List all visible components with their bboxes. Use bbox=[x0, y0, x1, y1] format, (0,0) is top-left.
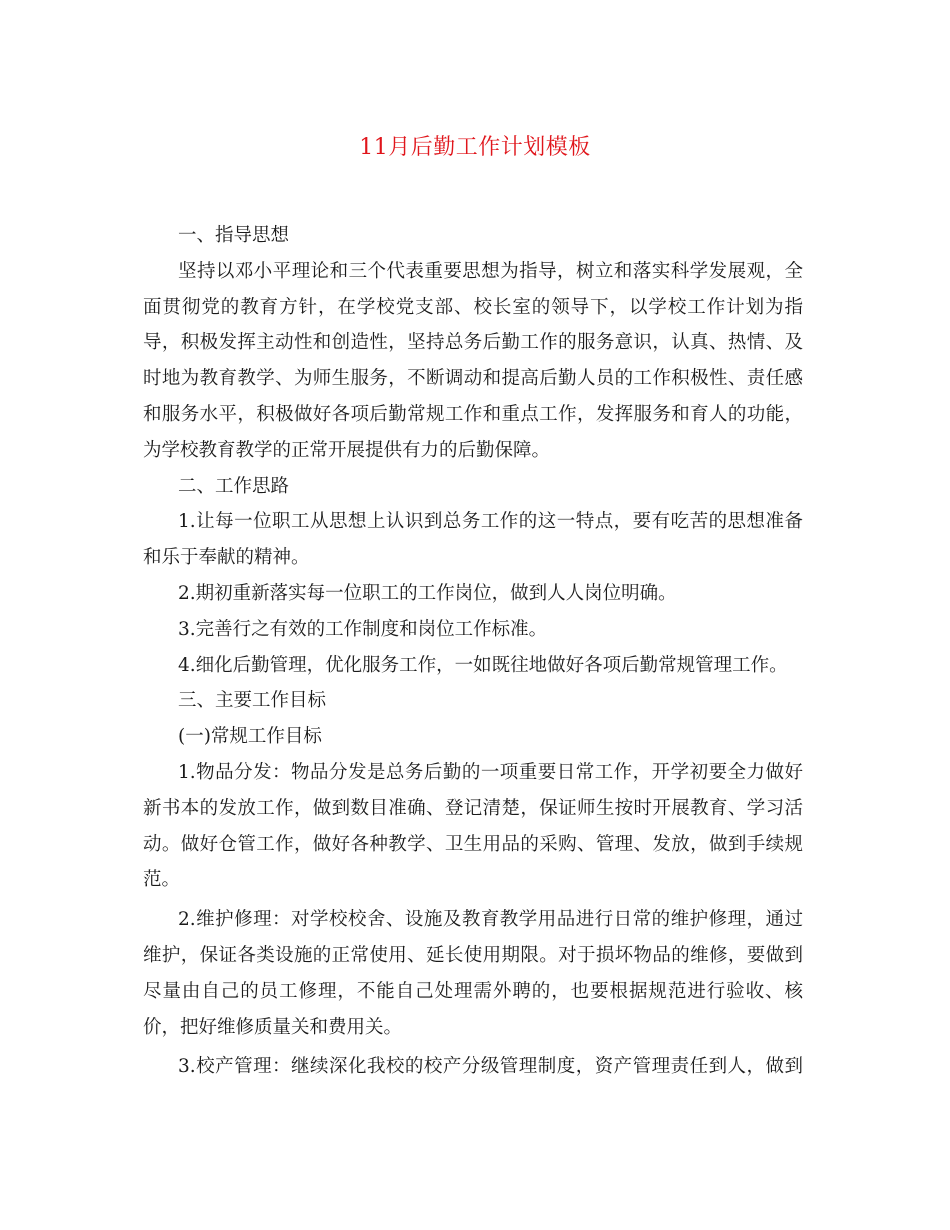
list-item-line: 4.细化后勤管理，优化服务工作，一如既往地做好各项后勤常规管理工作。 bbox=[178, 654, 788, 676]
paragraph-line: 时地为教育教学、为师生服务，不断调动和提高后勤人员的工作积极性、责任感 bbox=[143, 368, 803, 390]
list-item-line: 2.维护修理：对学校校舍、设施及教育教学用品进行日常的维护修理，通过 bbox=[178, 909, 803, 931]
section-heading-work-approach: 二、工作思路 bbox=[178, 475, 290, 497]
section-heading-main-goals: 三、主要工作目标 bbox=[178, 690, 327, 712]
document-body bbox=[143, 218, 803, 1085]
paragraph-line: 和服务水平，积极做好各项后勤常规工作和重点工作，发挥服务和育人的功能， bbox=[143, 403, 803, 425]
document-title: 11月后勤工作计划模板 bbox=[359, 135, 591, 160]
list-item-line: 2.期初重新落实每一位职工的工作岗位，做到人人岗位明确。 bbox=[178, 582, 677, 604]
paragraph-line: 为学校教育教学的正常开展提供有力的后勤保障。 bbox=[143, 439, 551, 461]
paragraph-line: 面贯彻党的教育方针，在学校党支部、校长室的领导下，以学校工作计划为指 bbox=[143, 296, 803, 318]
list-item-line: 3.校产管理：继续深化我校的校产分级管理制度，资产管理责任到人，做到 bbox=[178, 1056, 803, 1078]
list-item-line: 新书本的发放工作，做到数目准确、登记清楚，保证师生按时开展教育、学习活 bbox=[143, 797, 803, 819]
list-item-line: 价，把好维修质量关和费用关。 bbox=[143, 1016, 403, 1038]
section-heading-guiding-thought: 一、指导思想 bbox=[178, 225, 290, 246]
list-item-line: 和乐于奉献的精神。 bbox=[143, 547, 310, 569]
list-item-line: 3.完善行之有效的工作制度和岗位工作标准。 bbox=[178, 618, 548, 640]
subsection-heading-routine-goals: (一)常规工作目标 bbox=[178, 726, 322, 748]
list-item-line: 1.让每一位职工从思想上认识到总务工作的这一特点，要有吃苦的思想准备 bbox=[178, 511, 803, 533]
list-item-line: 动。做好仓管工作，做好各种教学、卫生用品的采购、管理、发放，做到手续规 bbox=[143, 833, 803, 855]
list-item-line: 维护，保证各类设施的正常使用、延长使用期限。对于损坏物品的维修，要做到 bbox=[143, 944, 803, 966]
paragraph-line: 导，积极发挥主动性和创造性，坚持总务后勤工作的服务意识，认真、热情、及 bbox=[143, 332, 803, 354]
list-item-line: 尽量由自己的员工修理，不能自己处理需外聘的，也要根据规范进行验收、核 bbox=[143, 980, 803, 1002]
paragraph-line: 坚持以邓小平理论和三个代表重要思想为指导，树立和落实科学发展观，全 bbox=[178, 260, 803, 282]
list-item-line: 范。 bbox=[143, 869, 181, 891]
list-item-line: 1.物品分发：物品分发是总务后勤的一项重要日常工作，开学初要全力做好 bbox=[178, 761, 803, 783]
